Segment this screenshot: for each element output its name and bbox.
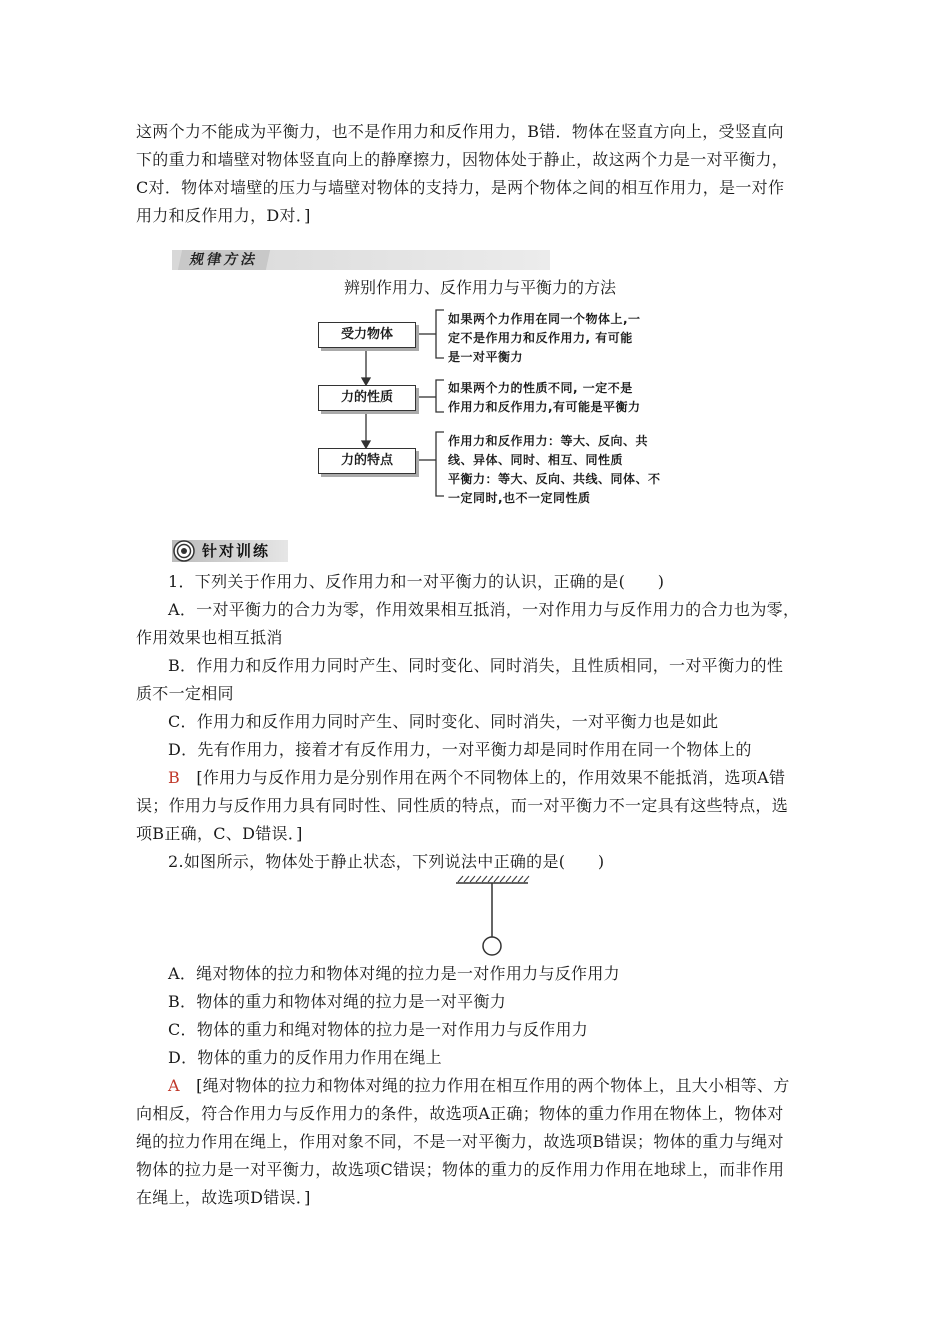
q2-exp-text: [绳对物体的拉力和物体对绳的拉力作用在相互作用的两个物体上，且大小相等、方 [196,1076,790,1095]
method-title: 辨别作用力、反作用力与平衡力的方法 [343,278,616,297]
intro-line-4: 用力和反作用力，D对．] [136,206,311,225]
target-icon [172,540,196,562]
q1-explanation-1 [168,764,824,792]
intro-line-3: C对．物体对墙壁的压力与墙壁对物体的支持力，是两个物体之间的相互作用力，是一对作 [136,178,785,197]
q1-explanation-2: 误；作用力与反作用力具有同时性、同性质的特点，而一对平衡力不一定具有这些特点，选 [136,796,789,815]
note-line: 作用力和反作用力,有可能是平衡力 [448,400,641,414]
training-label: 针对训练 [202,542,271,560]
q1-option-c: C．作用力和反作用力同时产生、同时变化、同时消失，一对平衡力也是如此 [168,712,719,731]
note-line: 如果两个力的性质不同, 一定不是 [448,381,633,395]
q2-explanation-3: 绳的拉力作用在绳上，作用对象不同，不是一对平衡力，故选项B错误；物体的重力与绳对 [136,1132,784,1151]
note-line: 一定同时,也不一定同性质 [448,491,591,505]
q2-explanation-5: 在绳上，故选项D错误．] [136,1188,311,1207]
note-line: 线、异体、同时、相互、同性质 [448,453,624,467]
q1-option-b-cont: 质不一定相同 [136,684,234,703]
note-line: 平衡力：等大、反向、共线、同体、不 [448,472,661,486]
intro-line-2: 下的重力和墙壁对物体竖直向上的静摩擦力，因物体处于静止，故这两个力是一对平衡力， [136,150,789,169]
note-recipient [448,310,688,367]
q1-option-a-cont: 作用效果也相互抵消 [136,628,283,647]
pendulum-figure [450,874,534,958]
q1-option-d: D．先有作用力，接着才有反作用力，一对平衡力却是同时作用在同一个物体上的 [168,740,752,759]
method-banner-label: 规律方法 [178,250,270,270]
q1-option-b: B．作用力和反作用力同时产生、同时变化、同时消失，且性质相同，一对平衡力的性 [168,656,784,675]
q2-explanation-4: 物体的拉力是一对平衡力，故选项C错误；物体的重力的反作用力作用在地球上，而非作用 [136,1160,785,1179]
q2-option-d: D．物体的重力的反作用力作用在绳上 [168,1048,442,1067]
q1-stem: 1．下列关于作用力、反作用力和一对平衡力的认识，正确的是( ) [168,572,665,591]
note-line: 定不是作用力和反作用力, 有可能 [448,331,633,345]
q2-stem: 2.如图所示，物体处于静止状态，下列说法中正确的是( ) [168,852,605,871]
q2-answer: A [168,1076,180,1095]
box-nature: 力的性质 [318,385,416,411]
q2-option-c: C．物体的重力和绳对物体的拉力是一对作用力与反作用力 [168,1020,589,1039]
q1-explanation-3: 项B正确，C、D错误．] [136,824,303,843]
q1-answer: B [168,768,181,787]
note-line: 作用力和反作用力：等大、反向、共 [448,434,649,448]
training-banner [172,540,288,562]
note-features [448,432,688,508]
method-banner [172,250,550,270]
q2-option-b: B．物体的重力和物体对绳的拉力是一对平衡力 [168,992,507,1011]
note-line: 如果两个力作用在同一个物体上,一 [448,312,641,326]
q1-option-a: A．一对平衡力的合力为零，作用效果相互抵消，一对作用力与反作用力的合力也为零， [168,600,800,619]
q1-exp-text: [作用力与反作用力是分别作用在两个不同物体上的，作用效果不能抵消，选项A错 [196,768,786,787]
intro-line-1: 这两个力不能成为平衡力，也不是作用力和反作用力，B错．物体在竖直方向上，受竖直向 [136,122,784,141]
box-features: 力的特点 [318,448,416,474]
q2-explanation-2: 向相反，符合作用力与反作用力的条件，故选项A正确；物体的重力作用在物体上，物体对 [136,1104,784,1123]
q2-explanation-1 [168,1072,824,1100]
note-line: 是一对平衡力 [448,350,524,364]
note-nature [448,379,688,417]
box-recipient: 受力物体 [318,322,416,348]
q2-option-a: A．绳对物体的拉力和物体对绳的拉力是一对作用力与反作用力 [168,964,620,983]
